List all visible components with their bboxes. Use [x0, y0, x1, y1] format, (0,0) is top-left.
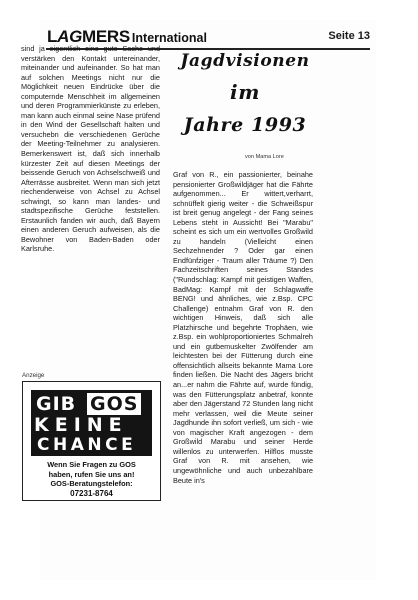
ad-word-gos: GOS	[87, 393, 141, 415]
logo-main	[47, 28, 130, 45]
article-column-left	[21, 44, 160, 254]
ad-word-gib: GIB	[36, 393, 77, 415]
article-column-right	[173, 170, 313, 485]
article-byline: von Mama Lore	[245, 154, 284, 160]
ad-phone-number: 07231-8764	[70, 488, 113, 498]
magazine-logo	[47, 28, 207, 45]
ad-word-chance: CHANCE	[37, 435, 137, 455]
gos-advertisement	[22, 381, 161, 501]
logo-suffix: MERS	[82, 27, 130, 46]
article-title	[172, 46, 318, 141]
ad-line-2: haben, rufen Sie uns an!	[48, 469, 135, 479]
ad-slogan-block	[31, 390, 152, 456]
logo-subtitle: International	[131, 31, 207, 45]
ad-line-1: Wenn Sie Fragen zu GOS	[47, 460, 136, 469]
title-line-1: Jagdvisionen	[180, 51, 310, 71]
page-number: Seite 13	[328, 30, 370, 42]
article-text-right: Graf von R., ein passionierter, beinahe pensionierter Großwildjäger hat die Fährte aufgenommen... Er wittert,verharrt, schnüffelt gierig weiter - die Schweißspur ist breit genug angelegt - der Fang seines Lebens steht in Aussicht! Bei "Marabu" scheint es sich um ein wertvolles Großwild zu handeln (Vielleicht einen Sechzehnender ? Oder gar einen Endfünfziger - Traum aller Träume ?) Den Fachzeitschriften seines Standes ("Rundschlag: Kampf mit geistigen Waffen, BadMag: Kampf mit der Schlagwaffe BENG! und ähnliches, wie z.Bsp. CPC Challenge) entnahm Graf von R. den wichtigen Hinweis, daß sich alle Platzhirsche und begehrte Trophäen, wie z.Bsp. ein wohlproportioniertes Schmalreh und ein gutbemuskelter Zwölfender am leichtesten bei der Fütterung durch eine offensichtlich allseits bekannte Mama Lore finden ließen. Die Nacht des Jägers bricht an...er nahm die Fährte auf, wurde fündig, was den Fütterungsplatz anbetraf, konnte aber den Jägerstand 72 Stunden lang nicht mehr verlassen, weil die Meute seiner Jagdhunde ihn sofort verließ, um sich - wie von magischer Kraft angezogen - dem Großwild Marabu und seiner Herde willenlos zu unterwerfen. Hilflos musste Graf von R. mit ansehen, wie ungewöhnliche und auch unbezahlbare Beute in's	[173, 170, 313, 485]
ad-word-keine: KEINE	[34, 414, 128, 436]
logo-accent: AG	[57, 27, 82, 46]
ad-contact-text	[27, 460, 156, 498]
title-line-3: Jahre 1993	[183, 114, 307, 136]
article-text-left: sind ja eigentlich eine gute Sache und verstärken den Kontakt untereinander, miteinander und aufeinander. So hat man auf solchen Meetings nicht nur die Möglichkeit neuen Eindrücke über die computernde Menschheit im allgemeinen und deren Programmierkünste zu erleben, man kann auch einmal seine Nase prüfend in den Wind der Gesellschaft halten und versuchebn die verschiedenen Gerüche der Meeting-Teilnehmer zu analysieren. Bemerkenswert ist, daß sich innerhalb kürzester Zeit auf diesen Meetings der beissende Geruch von Achselschweiß und Afterrässe ausbreitet. Wenn man sich jetzt riechenderweise von Achsel zu Achsel schwingt, so kann man landes- und stadtspezifische Gerüche feststellen. Erstaunlich fanden wir auch, daß Bayern einen anderen Geruch aufweisen, als die Bewohner von Baden-Baden oder Karlsruhe.	[21, 44, 160, 254]
logo-prefix: L	[47, 27, 58, 46]
ad-line-3: GOS-Beratungstelefon:	[50, 479, 133, 488]
title-line-2: im	[230, 80, 260, 104]
ad-label: Anzeige	[22, 372, 45, 379]
